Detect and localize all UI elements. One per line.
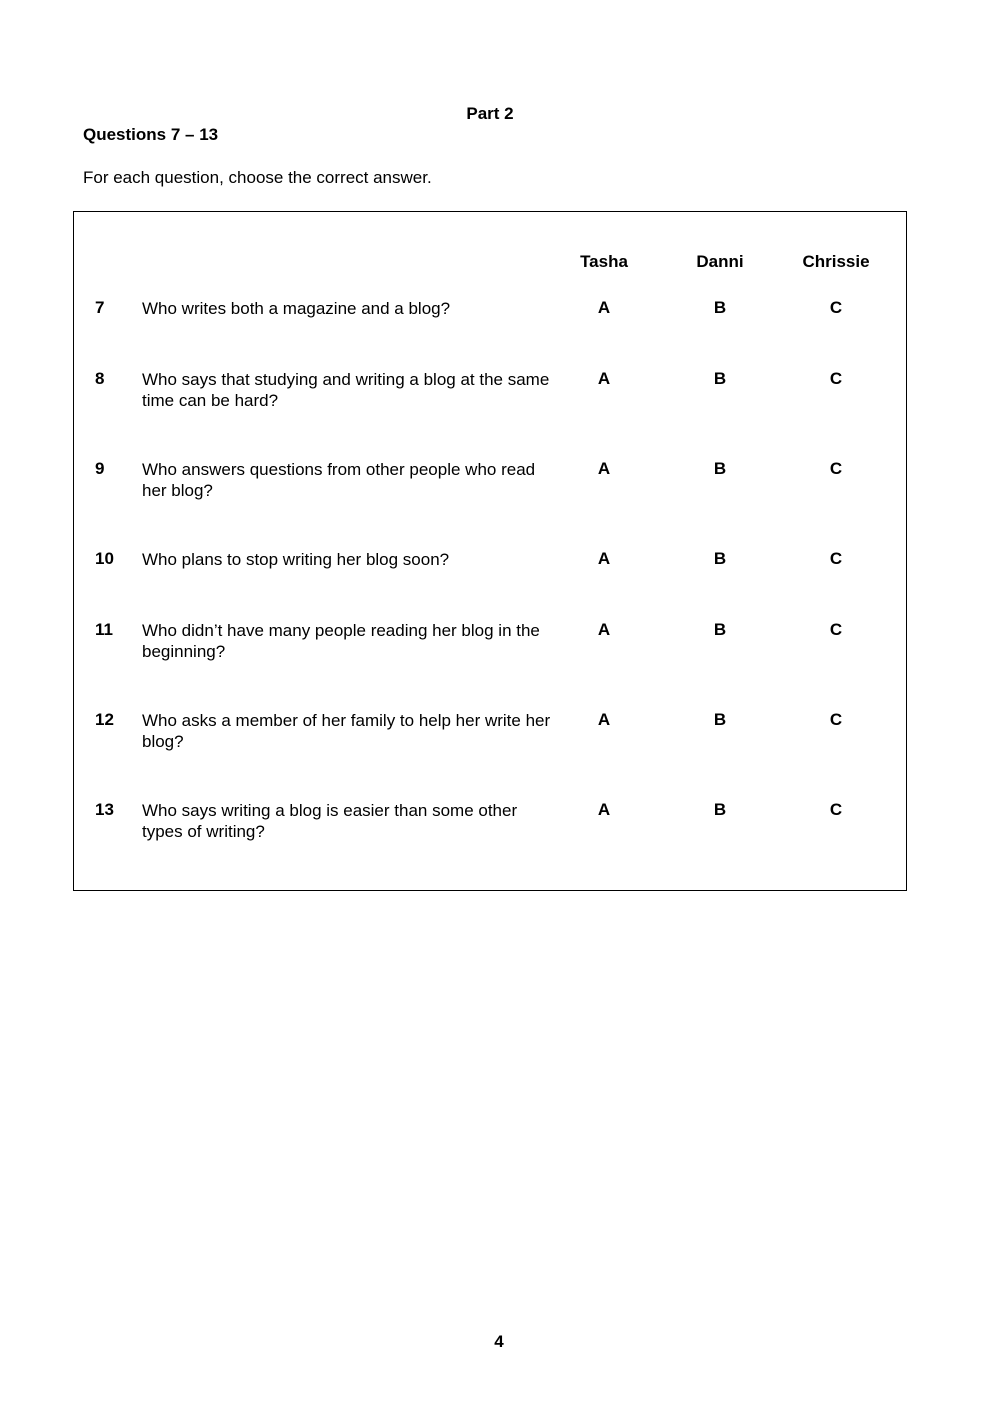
option-b[interactable]: B bbox=[713, 459, 727, 478]
question-number: 8 bbox=[95, 369, 105, 388]
option-b[interactable]: B bbox=[713, 549, 727, 568]
question-number: 11 bbox=[95, 620, 113, 639]
question-number: 12 bbox=[95, 710, 114, 729]
option-c[interactable]: C bbox=[829, 710, 843, 729]
option-a[interactable]: A bbox=[597, 710, 611, 729]
option-a[interactable]: A bbox=[597, 620, 611, 639]
question-text: Who plans to stop writing her blog soon? bbox=[142, 550, 450, 569]
question-text: Who writes both a magazine and a blog? bbox=[142, 299, 451, 318]
option-b[interactable]: B bbox=[713, 369, 727, 388]
question-text: Who says that studying and writing a blog at the same time can be hard? bbox=[142, 370, 550, 410]
question-number: 13 bbox=[95, 800, 114, 819]
part-title: Part 2 bbox=[466, 104, 514, 123]
question-row bbox=[73, 459, 905, 519]
question-row bbox=[73, 710, 905, 770]
questions-range: Questions 7 – 13 bbox=[83, 125, 219, 144]
option-b[interactable]: B bbox=[713, 298, 727, 317]
option-b[interactable]: B bbox=[713, 800, 727, 819]
question-row bbox=[73, 620, 905, 680]
question-row bbox=[73, 369, 905, 429]
option-b[interactable]: B bbox=[713, 620, 727, 639]
option-b[interactable]: B bbox=[713, 710, 727, 729]
column-header-tasha: Tasha bbox=[580, 252, 628, 271]
question-text: Who didn’t have many people reading her blog in the beginning? bbox=[142, 621, 540, 661]
option-a[interactable]: A bbox=[597, 800, 611, 819]
question-number: 7 bbox=[95, 298, 105, 317]
question-text: Who says writing a blog is easier than some other types of writing? bbox=[142, 801, 518, 841]
question-row bbox=[73, 298, 905, 358]
option-a[interactable]: A bbox=[597, 459, 611, 478]
question-row bbox=[73, 549, 905, 609]
instructions: For each question, choose the correct answer. bbox=[83, 168, 432, 187]
option-a[interactable]: A bbox=[597, 298, 611, 317]
option-c[interactable]: C bbox=[829, 549, 843, 568]
question-text: Who answers questions from other people who read her blog? bbox=[142, 460, 536, 500]
column-header-chrissie: Chrissie bbox=[802, 252, 870, 271]
option-c[interactable]: C bbox=[829, 298, 843, 317]
page-number: 4 bbox=[494, 1332, 504, 1351]
question-row bbox=[73, 800, 905, 860]
option-c[interactable]: C bbox=[829, 459, 843, 478]
question-text: Who asks a member of her family to help her write her blog? bbox=[142, 711, 551, 751]
column-header-danni: Danni bbox=[696, 252, 744, 271]
option-c[interactable]: C bbox=[829, 800, 843, 819]
question-number: 9 bbox=[95, 459, 105, 478]
option-a[interactable]: A bbox=[597, 549, 611, 568]
option-c[interactable]: C bbox=[829, 620, 843, 639]
option-a[interactable]: A bbox=[597, 369, 611, 388]
option-c[interactable]: C bbox=[829, 369, 843, 388]
question-number: 10 bbox=[95, 549, 114, 568]
